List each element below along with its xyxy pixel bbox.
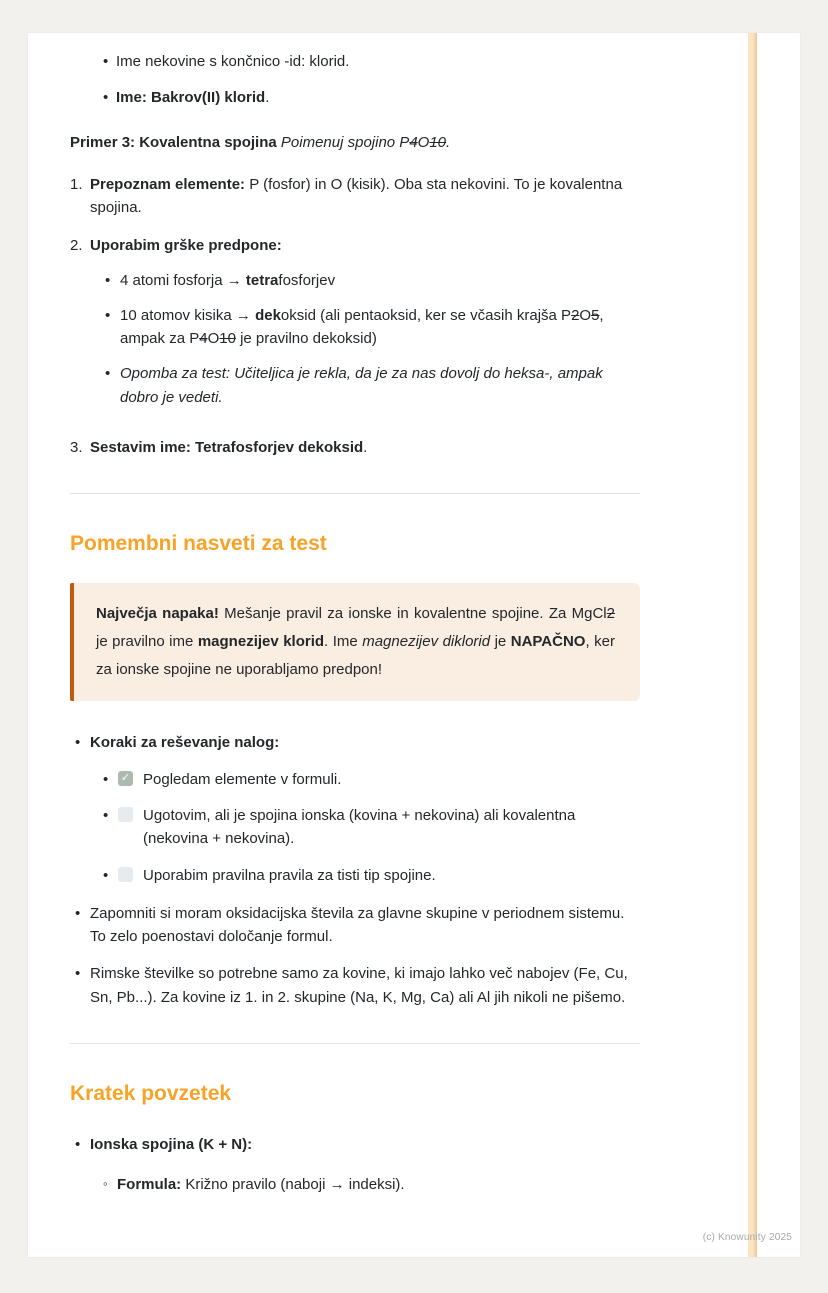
list-item-text (120, 362, 640, 409)
list-item (75, 902, 640, 949)
list-item (105, 304, 640, 351)
text-run: Ugotovim, ali je spojina ionska (kovina + nekovina) ali kovalentna (nekovina + nekovina). (143, 807, 576, 848)
text-run: Ime nekovine s končnico -id: klorid. (116, 53, 350, 70)
bullet-icon (105, 362, 120, 385)
list-item-text (116, 50, 640, 73)
section-heading-summary: Kratek povzetek (70, 1081, 232, 1105)
text-run: magnezijev klorid (197, 633, 325, 651)
text-run: O (579, 306, 592, 324)
list-item-text (90, 902, 640, 949)
text-run: je pravilno ime (96, 633, 198, 651)
number-marker: 3. (70, 438, 83, 456)
sub-bullet-list (90, 269, 640, 409)
numbered-item (70, 173, 640, 220)
checklist (75, 768, 640, 887)
section-heading-tips: Pomembni nasveti za test (70, 532, 327, 555)
list-item-text (117, 1173, 640, 1196)
text-run: Največja napaka! (96, 605, 219, 623)
text-run: Prepoznam elemente: (90, 175, 246, 193)
text-run: 5 (591, 306, 600, 324)
watermark: (c) Knowunity 2025 (702, 1231, 792, 1243)
circle-bullet-icon (103, 1173, 117, 1196)
numbered-item-body (90, 234, 640, 421)
list-item-text (90, 1133, 640, 1156)
bullet-icon (105, 304, 120, 327)
text-run: Uporabim grške predpone: (90, 237, 282, 255)
text-run: Mešanje pravil za ionske in kovalentne spojine. Za MgCl (218, 605, 607, 623)
checklist-item-text (143, 864, 640, 887)
text-run: . (363, 438, 368, 456)
text-run: 10 (219, 330, 236, 347)
text-run: 10 (429, 133, 447, 151)
text-run: dek (255, 306, 281, 324)
list-item-text (116, 86, 640, 109)
list-item (75, 962, 640, 1009)
text-run: Opomba za test: Učiteljica je rekla, da je za nas dovolj do heksa-, ampak dobro je vedeti. (120, 365, 603, 406)
checklist-item (103, 768, 640, 791)
number-marker: 2. (70, 237, 83, 255)
text-run: Ionska spojina (K + N): (90, 1136, 253, 1154)
checklist-item-text (143, 768, 640, 791)
list-item (75, 731, 640, 754)
checkbox-icon (118, 807, 133, 822)
text-run: 2 (606, 605, 615, 623)
list-item-text (120, 269, 640, 292)
list-item (75, 1133, 640, 1156)
list-item (105, 362, 640, 409)
text-run: 2 (571, 306, 580, 324)
text-run: tetra (245, 271, 279, 289)
checklist-item-text (143, 804, 640, 851)
bullet-icon (75, 731, 90, 754)
text-run: Formula: (117, 1176, 182, 1194)
text-run: Poimenuj spojino P (280, 133, 410, 151)
text-run: Sestavim ime: Tetrafosforjev dekoksid (90, 438, 364, 456)
warning-callout (70, 583, 640, 700)
text-run: , ker za ionske spojine ne uporabljamo predpon! (96, 633, 615, 678)
bullet-icon (75, 962, 90, 985)
numbered-list (70, 173, 640, 459)
bullet-icon (103, 50, 116, 73)
sub-bullet-list (75, 1173, 640, 1196)
page-edge-stripe (748, 33, 757, 1257)
numbered-item-body (90, 173, 640, 220)
text-run: Križno pravilo (naboji → indeksi). (181, 1176, 405, 1194)
list-item (103, 86, 640, 109)
text-run: je pravilno dekoksid) (235, 330, 377, 347)
top-bullet-list (70, 50, 640, 110)
example-title (70, 131, 640, 154)
bullet-icon (105, 269, 120, 292)
list-item-text (120, 304, 640, 351)
text-run: P (fosfor) in O (kisik). Oba sta nekovini. To je kovalentna spojina. (90, 175, 623, 216)
bullet-icon (75, 902, 90, 925)
number-marker: 1. (70, 175, 83, 193)
text-run: 4 atomi fosforja → (120, 271, 246, 289)
checklist-item (103, 864, 640, 887)
step-text (90, 436, 640, 459)
summary-bullet-list (70, 1133, 640, 1197)
text-run: 4 (409, 133, 418, 151)
text-run: Primer 3: Kovalentna spojina (70, 133, 281, 151)
text-run: fosforjev (278, 271, 336, 289)
document-page (28, 33, 800, 1257)
text-run: . (265, 89, 270, 107)
document-content (28, 33, 800, 1257)
text-run: Koraki za reševanje nalog: (90, 733, 280, 751)
tips-bullet-list (70, 731, 640, 1009)
divider (70, 1043, 640, 1044)
numbered-item (70, 436, 640, 459)
list-item (103, 1173, 640, 1196)
text-run: oksid (ali pentaoksid, ker se včasih krajša P (280, 306, 572, 324)
text-run: Uporabim pravilna pravila za tisti tip spojine. (143, 866, 436, 884)
bullet-icon (103, 86, 116, 109)
numbered-item (70, 234, 640, 421)
text-run: O (207, 330, 220, 347)
text-run: . (446, 133, 451, 151)
list-item (103, 50, 640, 73)
text-run: . Ime (324, 633, 363, 651)
text-run: 4 (199, 330, 208, 347)
list-item (105, 269, 640, 292)
text-run: Ime: Bakrov(II) klorid (116, 89, 266, 107)
numbered-item-body (90, 436, 640, 459)
text-run: 10 atomov kisika → (120, 306, 256, 324)
step-text (90, 173, 640, 220)
checklist-item (103, 804, 640, 851)
bullet-icon (103, 804, 118, 827)
text-run: je (490, 633, 511, 651)
bullet-icon (103, 864, 118, 887)
text-run: magnezijev diklorid (362, 633, 491, 651)
list-item-text (90, 962, 640, 1009)
callout-text (96, 600, 615, 683)
step-text (90, 234, 640, 257)
bullet-icon (75, 1133, 90, 1156)
bullet-icon (103, 768, 118, 791)
text-run: NAPAČNO (510, 633, 586, 651)
checkbox-icon (118, 867, 133, 882)
checkbox-icon (118, 771, 133, 786)
text-run: Zapomniti si moram oksidacijska števila za glavne skupine v periodnem sistemu. To zelo poenostavi določanje formul. (90, 904, 625, 946)
text-run: O (417, 133, 430, 151)
list-item-text (90, 731, 640, 754)
text-run: Pogledam elemente v formuli. (143, 770, 342, 788)
divider (70, 493, 640, 494)
text-run: , ampak za P (120, 306, 604, 347)
text-run: Rimske številke so potrebne samo za kovine, ki imajo lahko več nabojev (Fe, Cu, Sn, Pb...). Za kovine iz 1. in 2. skupine (Na, K, Mg, Ca) ali Al jih nikoli ne pišemo. (90, 965, 628, 1006)
